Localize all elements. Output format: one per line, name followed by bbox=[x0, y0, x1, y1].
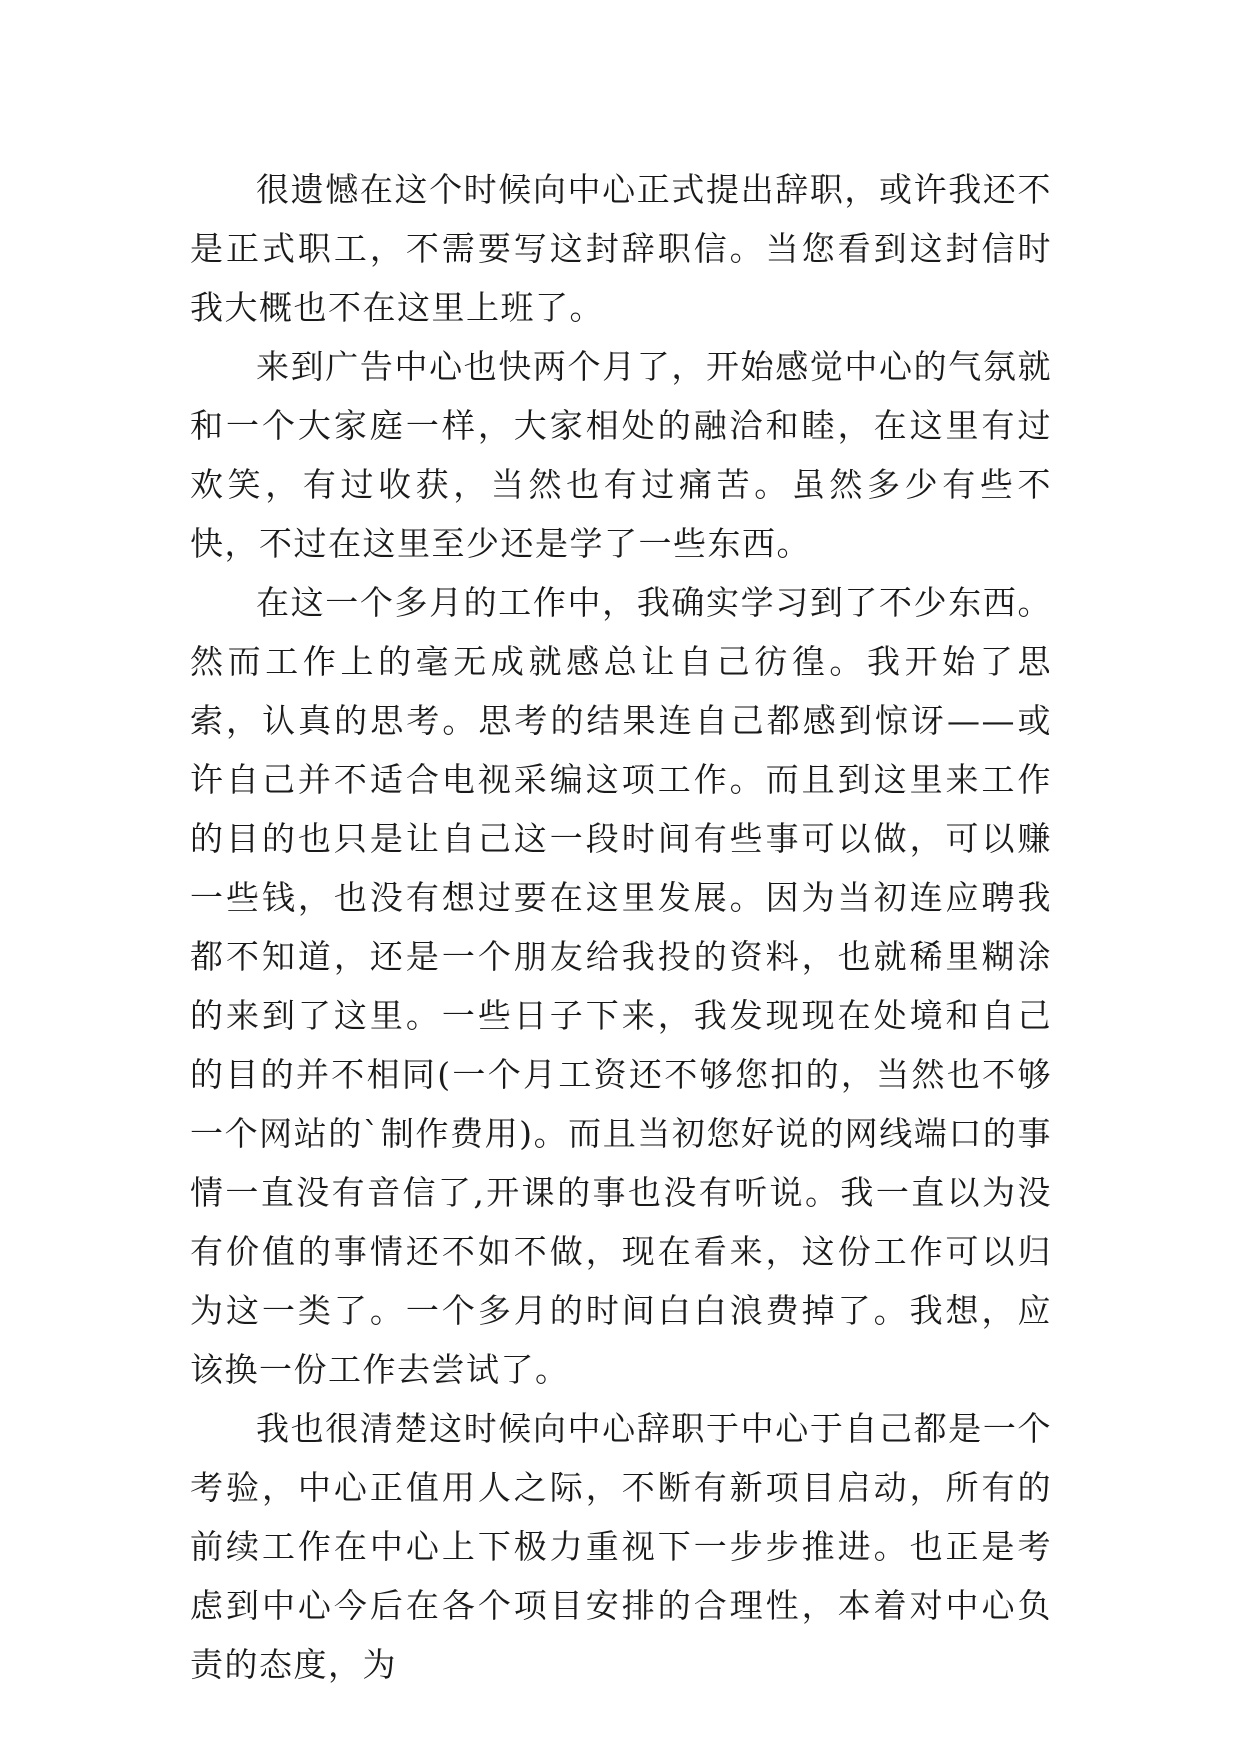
paragraph-4: 我也很清楚这时候向中心辞职于中心于自己都是一个考验，中心正值用人之际，不断有新项目启动，所有的前续工作在中心上下极力重视下一步步推进。也正是考虑到中心今后在各个项目安排的合理性，本着对中心负责的态度，为 bbox=[190, 1409, 1052, 1684]
paragraph-2: 来到广告中心也快两个月了，开始感觉中心的气氛就和一个大家庭一样，大家相处的融洽和睦，在这里有过欢笑，有过收获，当然也有过痛苦。虽然多少有些不快，不过在这里至少还是学了一些东西。 bbox=[190, 347, 1052, 563]
letter-body bbox=[190, 160, 1052, 1694]
paragraph-1: 很遗憾在这个时候向中心正式提出辞职，或许我还不是正式职工，不需要写这封辞职信。当您看到这封信时我大概也不在这里上班了。 bbox=[190, 170, 1052, 327]
paragraph-3: 在这一个多月的工作中，我确实学习到了不少东西。然而工作上的毫无成就感总让自己彷徨。我开始了思索，认真的思考。思考的结果连自己都感到惊讶——或许自己并不适合电视采编这项工作。而且到这里来工作的目的也只是让自己这一段时间有些事可以做，可以赚一些钱，也没有想过要在这里发展。因为当初连应聘我都不知道，还是一个朋友给我投的资料，也就稀里糊涂的来到了这里。一些日子下来，我发现现在处境和自己的目的并不相同(一个月工资还不够您扣的，当然也不够一个网站的`制作费用)。而且当初您好说的网线端口的事情一直没有音信了,开课的事也没有听说。我一直以为没有价值的事情还不如不做，现在看来，这份工作可以归为这一类了。一个多月的时间白白浪费掉了。我想，应该换一份工作去尝试了。 bbox=[190, 583, 1052, 1389]
